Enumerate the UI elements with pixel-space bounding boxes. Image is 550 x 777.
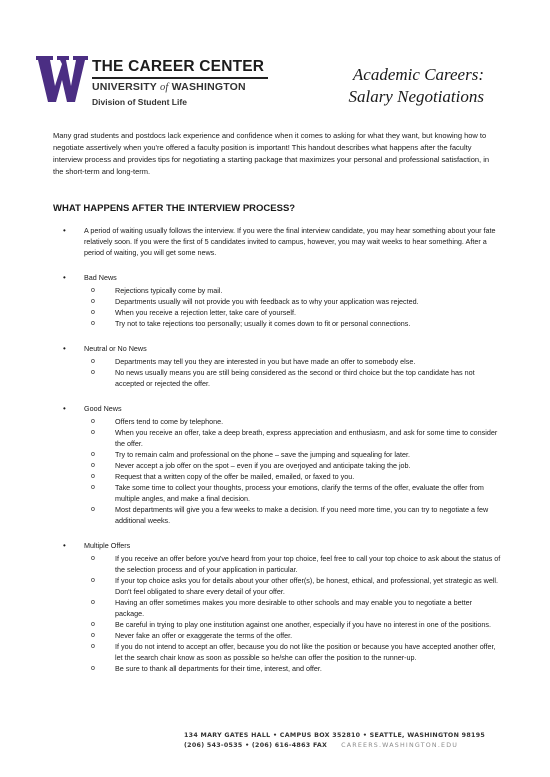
document-title	[348, 64, 484, 108]
sub-bullet-item: o If you receive an offer before you've heard from your top choice, feel free to call your top choice to ask about the status of the selection process and of your application in particular.	[84, 553, 503, 575]
bullet-text: Good News	[84, 404, 122, 413]
sub-bullet-item: o Never accept a job offer on the spot – even if you are overjoyed and anticipate taking the job.	[84, 460, 503, 471]
sub-bullet-item: o Departments may tell you they are interested in you but have made an offer to somebody else.	[84, 356, 503, 367]
sub-bullet-item: o Try not to take rejections too personally; usually it comes down to fit or personal connections.	[84, 318, 503, 329]
university-name: UNIVERSITY of WASHINGTON	[92, 81, 246, 93]
bullet-item	[53, 403, 503, 526]
bullet-item	[53, 272, 503, 329]
org-name: THE CAREER CENTER	[92, 58, 265, 75]
section-heading: WHAT HAPPENS AFTER THE INTERVIEW PROCESS?	[53, 203, 296, 214]
sub-bullet-item: o Never fake an offer or exaggerate the terms of the offer.	[84, 630, 503, 641]
bullet-list-container	[53, 225, 503, 688]
sub-bullet-item: o Having an offer sometimes makes you more desirable to other schools and may enable you to negotiate a better package.	[84, 597, 503, 619]
bullet-list	[53, 225, 503, 674]
bullet-text: A period of waiting usually follows the interview. If you were the final interview candidate, you may hear something about your fate relatively soon. If you were the first of 5 candidates invited to campus, however, you may wait weeks to hear something. After a period of waiting, you will get some news.	[84, 226, 496, 257]
bullet-item	[53, 343, 503, 389]
footer-website: CAREERS.WASHINGTON.EDU	[341, 742, 459, 749]
uw-w-logo-icon	[36, 56, 88, 102]
intro-paragraph: Many grad students and postdocs lack experience and confidence when it comes to asking for what they want, but knowing how to negotiate assertively when you're offered a faculty position is important! This handout describes what happens after the faculty interview process and provides tips for negotiating a starting package that maximizes your personal and professional satisfaction, in the short-term and long-term.	[53, 131, 490, 176]
footer-contact	[184, 731, 485, 751]
sub-bullet-list	[84, 553, 503, 674]
bullet-text: Multiple Offers	[84, 541, 131, 550]
sub-bullet-item: o Rejections typically come by mail.	[84, 285, 503, 296]
sub-bullet-item: o When you receive an offer, take a deep breath, express appreciation and enthusiasm, and ask for some time to consider the offer.	[84, 427, 503, 449]
sub-bullet-item: o Try to remain calm and professional on the phone – save the jumping and squealing for later.	[84, 449, 503, 460]
sub-bullet-list	[84, 285, 503, 329]
bullet-item	[53, 225, 503, 258]
sub-bullet-item: o Most departments will give you a few weeks to make a decision. If you need more time, you can try to negotiate a few additional weeks.	[84, 504, 503, 526]
bullet-text: Neutral or No News	[84, 344, 147, 353]
footer-phone: (206) 543-0535 • (206) 616-4863 FAX	[184, 742, 328, 749]
sub-bullet-item: o Be sure to thank all departments for their time, interest, and offer.	[84, 663, 503, 674]
sub-bullet-item: o Be careful in trying to play one institution against one another, especially if you have no interest in one of the positions.	[84, 619, 503, 630]
footer-address: 134 MARY GATES HALL • CAMPUS BOX 352810 • SEATTLE, WASHINGTON 98195	[184, 732, 486, 739]
bullet-item	[53, 540, 503, 674]
sub-bullet-item: o Offers tend to come by telephone.	[84, 416, 503, 427]
bullet-text: Bad News	[84, 273, 117, 282]
footer-phone-line	[184, 741, 485, 751]
sub-bullet-item: o When you receive a rejection letter, take care of yourself.	[84, 307, 503, 318]
title-line-1: Academic Careers:	[352, 65, 484, 84]
sub-bullet-item: o Departments usually will not provide you with feedback as to why your application was rejected.	[84, 296, 503, 307]
sub-bullet-item: o Take some time to collect your thoughts, process your emotions, clarify the terms of the offer, evaluate the offer from multiple angles, and make a final decision.	[84, 482, 503, 504]
sub-bullet-item: o If your top choice asks you for details about your other offer(s), be honest, ethical, and professional, yet strategic as well. Don't feel obligated to share every detail of your offer.	[84, 575, 503, 597]
sub-bullet-list	[84, 356, 503, 389]
sub-bullet-list	[84, 416, 503, 526]
header-rule	[92, 77, 268, 79]
division-name: Division of Student Life	[92, 97, 187, 107]
sub-bullet-item: o No news usually means you are still being considered as the second or third choice but the top candidate has not accepted or rejected the offer.	[84, 367, 503, 389]
career-center-logo	[36, 56, 268, 110]
sub-bullet-item: o If you do not intend to accept an offer, because you do not like the position or because you have accepted another offer, let the search chair know as soon as possible so he/she can offer the position to the runner-up.	[84, 641, 503, 663]
title-line-2: Salary Negotiations	[348, 87, 484, 106]
sub-bullet-item: o Request that a written copy of the offer be mailed, emailed, or faxed to you.	[84, 471, 503, 482]
